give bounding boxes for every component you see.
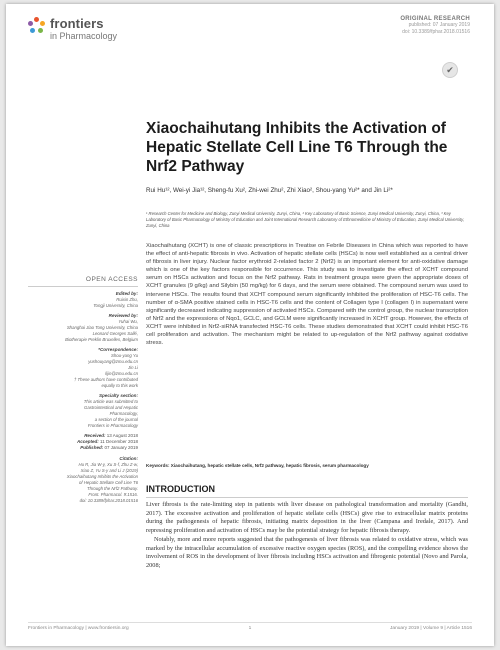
correspondence-line: equally to this work bbox=[101, 383, 138, 388]
specialty-line: Frontiers in Pharmacology bbox=[87, 423, 138, 428]
correspondence-line: Shou-yang Yu bbox=[111, 353, 138, 358]
open-access-label: OPEN ACCESS bbox=[85, 276, 138, 283]
published-line: published: 07 January 2019 bbox=[408, 22, 470, 28]
specialty-line: This article was submitted to bbox=[83, 399, 138, 404]
reviewer-line: Shanghai Jiao Tong University, China bbox=[66, 325, 138, 330]
article-type: ORIGINAL RESEARCH bbox=[400, 16, 470, 22]
affiliations: ¹ Research Center for Medicine and Biology, Zunyi Medical University, Zunyi, China, ² Key Laboratory of Basic Science, Zunyi Medical University, Zunyi, China, ³ Key Laboratory of Basic Pharmacology of Ministry of Education and Joint International Research Laboratory of Ethnomedicine of Ministry of Education, Zunyi Medical University, Zunyi, China bbox=[146, 211, 465, 228]
citation-line: Through the Nrf2 Pathway. bbox=[86, 485, 138, 491]
page-number: 1 bbox=[248, 626, 252, 631]
reviewed-by-label: Reviewed by: bbox=[108, 313, 138, 318]
published-date: Published: 07 January 2019 bbox=[80, 445, 138, 451]
check-icon: ✔ bbox=[446, 64, 454, 75]
citation-label: Citation: bbox=[119, 455, 138, 461]
article-meta bbox=[400, 16, 470, 36]
logo-journal: in Pharmacology bbox=[50, 31, 118, 41]
reviewer-line: Biotherapie Preklin Bruxelles, Belgium bbox=[65, 337, 138, 342]
intro-paragraph: Liver fibrosis is the rate-limiting step in patients with liver disease on pathological transformation and mortality (Gandhi, 2017). The excessive activation and proliferation of hepatic stellate cells (HSCs) give rise to extracellular matrix proteins during the pathogenesis of hepatic fibrosis, initiating matrix deposition in the liver (Campana and Iredale, 2017). And repressing proliferation and activation of HSCs may be the potential strategy for hepatic fibrosis therapy. bbox=[146, 501, 468, 535]
article-title: Xiaochaihutang Inhibits the Activation of Hepatic Stellate Cell Line T6 Through the Nrf2 Pathway bbox=[146, 120, 448, 175]
correspondence-line: † These authors have contributed bbox=[73, 377, 138, 382]
specialty-line: Gastrointestinal and Hepatic bbox=[84, 405, 138, 410]
citation-doi[interactable]: doi: 10.3389/fphar.2018.01516 bbox=[79, 497, 138, 503]
logo-dot bbox=[38, 28, 43, 33]
frontiers-logo-icon bbox=[28, 17, 46, 35]
citation-line: Xiao Z, Yu S-y and Li J (2019) bbox=[80, 467, 138, 473]
journal-logo[interactable] bbox=[28, 17, 117, 41]
check-for-updates-badge[interactable] bbox=[442, 62, 458, 78]
correspondence-line: Jin Li bbox=[127, 365, 138, 370]
article-sidebar bbox=[28, 276, 138, 504]
accepted-date: Accepted: 11 December 2018 bbox=[77, 439, 138, 445]
keywords-label: Keywords: bbox=[146, 463, 170, 468]
intro-paragraph: Notably, more and more reports suggested that the pathogenesis of liver fibrosis was related to oxidative stress, which was marked by the intracellular accumulation of excessive reactive oxygen species (ROS), and the compelling evidence shows the involvement of ROS in the development of liver fibrosis including HSCs activation and fibrogenic potential (Novo and Parola, 2008; bbox=[146, 535, 468, 569]
logo-dot bbox=[40, 21, 45, 26]
citation-line: Hu R, Jia W-y, Xu S-f, Zhu Z-w, bbox=[78, 461, 138, 467]
editor-line: Tongji University, China bbox=[93, 303, 138, 308]
article-page bbox=[6, 4, 494, 646]
correspondence-email[interactable]: lijin@zmu.edu.cn bbox=[105, 371, 138, 376]
correspondence-email[interactable]: yushouyang@zmu.edu.cn bbox=[88, 359, 138, 364]
section-heading-introduction: INTRODUCTION bbox=[146, 484, 215, 494]
doi-line[interactable]: doi: 10.3389/fphar.2018.01516 bbox=[402, 29, 470, 35]
specialty-line: a section of the journal bbox=[94, 417, 138, 422]
specialty-line: Pharmacology, bbox=[109, 411, 138, 416]
section-divider bbox=[146, 497, 468, 498]
footer-journal-link[interactable]: Frontiers in Pharmacology | www.frontiersin.org bbox=[28, 626, 129, 631]
reviewer-line: Leonard Georges Sallé, bbox=[92, 331, 138, 336]
footer-issue-info: January 2019 | Volume 9 | Article 1516 bbox=[390, 626, 472, 631]
sidebar-divider bbox=[28, 286, 138, 287]
correspondence-label: *Correspondence: bbox=[98, 347, 138, 352]
received-date: Received: 13 August 2018 bbox=[84, 433, 138, 438]
keywords bbox=[146, 463, 468, 469]
citation-line: of Hepatic Stellate Cell Line T6 bbox=[79, 479, 138, 485]
keywords-list: Xiaochaihutang, hepatic stellate cells, Nrf2 pathway, hepatic fibrosis, serum pharmacology bbox=[170, 463, 369, 468]
logo-dot bbox=[28, 21, 33, 26]
citation-line: Front. Pharmacol. 9:1516. bbox=[88, 491, 138, 497]
specialty-label: Specialty section: bbox=[98, 393, 138, 398]
introduction-body bbox=[146, 501, 468, 571]
reviewer-line: Yuhai Wu, bbox=[118, 319, 138, 324]
abstract: Xiaochaihutang (XCHT) is one of classic prescriptions in Treatise on Febrile Diseases in China which was reported to have the effect of anti-hepatic fibrosis in vivo. Activation of hepatic stellate cells (HSCs) is now well established as a central driver of fibrosis in liver injury. Nuclear factor erythroid 2-related factor 2 (Nrf2) is an important element for anti-oxidative damage which is one of the key factors responsible for occurrence. This study was to investigate the effect of XCHT compound serum on HSCs activation and focus on the Nrf2 pathway. Rats in treatment groups were given the appropriate doses of XCHT granules (9 g/kg) and Silybin (50 mg/kg) for 6 days, and the serum were obtained. The compound serum was used to intervene HSCs. The results found that XCHT compound serum significantly inhibited the proliferation of HSC-T6 cells. The number of α-SMA positive stained cells in HSC-T6 cells and the content of Collagen type I (collagen I) in supernatant were significantly decreased indicating suppression of activated HSCs. Compared with the control group, the nuclear transcription of Nrf2 and the expressions of Nqo1, GCLC, and GCLM were significantly increased in XCHT group. However, the effects of XCHT were inhibited in Nrf2-siRNA transfected HSC-T6 cells. These studies demonstrated that XCHT could inhibit HSC-T6 cell proliferation and activation. The mechanism might be related to up-regulation of the Nrf2 pathway against oxidative stress. bbox=[146, 243, 468, 347]
citation-line: Xiaochaihutang Inhibits the Activation bbox=[66, 473, 138, 479]
logo-dot bbox=[30, 28, 35, 33]
author-list: Rui Hu¹², Wei-yi Jia¹², Sheng-fu Xu², Zhi-wei Zhu², Zhi Xiao², Shou-yang Yu²* and Jin Li²* bbox=[146, 187, 393, 194]
editor-line: Ruixin Zhu, bbox=[116, 297, 138, 302]
logo-dot bbox=[34, 17, 39, 22]
footer-divider bbox=[28, 622, 472, 623]
logo-name: frontiers bbox=[50, 16, 104, 31]
edited-by-label: Edited by: bbox=[115, 291, 138, 296]
